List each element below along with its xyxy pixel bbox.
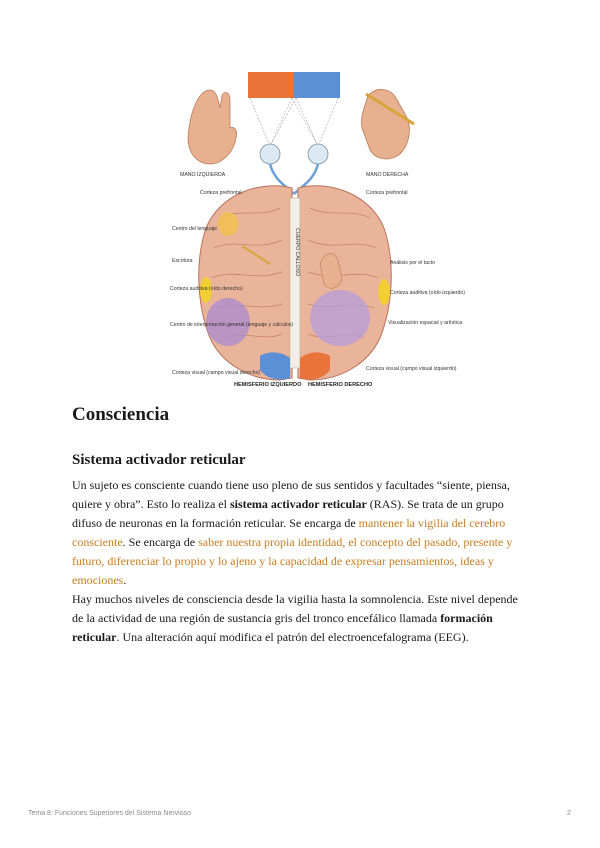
label-auditiva-izquierda: Corteza auditiva (oído izquierdo)	[390, 290, 465, 296]
bold-term-ras: sistema activador reticular	[229, 497, 367, 511]
label-mano-derecha: MANO DERECHA	[366, 172, 409, 178]
brain-hemispheres-figure	[170, 68, 465, 398]
highlight-identidad: saber nuestra propia identidad, el concepto del pasado, presente y futuro, diferenciar lo propio y lo ajeno y la capacidad de expresar pensamientos, ideas y emociones	[72, 535, 513, 587]
label-mano-izquierda: MANO IZQUIERDA	[180, 172, 226, 178]
left-hand-icon	[188, 90, 237, 164]
paragraph-ras	[72, 476, 532, 590]
text-segment: . Una alteración aquí modifica el patrón del electroencefalograma (EEG).	[116, 630, 469, 644]
right-hemisphere	[298, 186, 391, 380]
text-segment: . Se encarga de	[122, 535, 199, 549]
label-hemisferio-derecho: HEMISFERIO DERECHO	[308, 382, 373, 388]
auditory-left-region	[378, 279, 390, 305]
label-escritura: Escritura	[172, 258, 193, 264]
text-segment: .	[123, 573, 127, 587]
text-segment: Hay muchos niveles de consciencia desde la vigilia hasta la somnolencia. Este nivel depende de la actividad de una región de sustancia gris del tronco encefálico llamada	[72, 592, 518, 625]
label-corteza-prefrontal-right: Corteza prefrontal	[366, 190, 408, 196]
section-subtitle: Sistema activador reticular	[72, 452, 246, 468]
label-visualizacion: Visualización espacial y artística	[388, 320, 463, 326]
label-visual-izquierdo: Corteza visual (campo visual izquierdo)	[366, 366, 457, 372]
paragraph-niveles	[72, 590, 532, 647]
language-center-region	[218, 212, 238, 236]
right-eye-icon	[308, 144, 328, 164]
label-visual-derecho: Corteza visual (campo visual derecho)	[172, 370, 261, 376]
label-hemisferio-izquierdo: HEMISFERIO IZQUIERDO	[234, 382, 302, 388]
label-corteza-prefrontal-left: Corteza prefrontal	[200, 190, 242, 196]
label-analisis-tacto: Análisis por el tacto	[390, 260, 435, 266]
label-auditiva-derecha: Corteza auditiva (oído derecho)	[170, 286, 243, 292]
right-hand-icon	[361, 89, 409, 159]
section-title: Consciencia	[72, 404, 170, 425]
left-eye-icon	[260, 144, 280, 164]
bold-term-formacion: formación reticular	[72, 611, 493, 644]
label-interpretacion: Centro de interpretación general (lenguaje y cálculos)	[170, 322, 294, 328]
page-number: 2	[567, 810, 571, 817]
text-segment: Un sujeto es consciente cuando tiene uso pleno de sus sentidos y facultades “siente, piensa, quiere y obra”. Esto lo realiza el	[72, 478, 510, 511]
label-cuerpo-calloso: CUERPO CALLOSO	[294, 228, 300, 277]
text-segment: (RAS). Se trata de un grupo difuso de neuronas en la formación reticular. Se encarga de	[72, 497, 504, 530]
corpus-callosum	[290, 198, 300, 368]
brain-diagram	[170, 68, 465, 398]
left-hemisphere	[199, 186, 292, 380]
label-centro-lenguaje: Centro del lenguaje	[172, 226, 217, 232]
footer-text: Tema 8: Funciones Superiores del Sistema Nervioso	[28, 810, 192, 817]
visualization-region	[310, 290, 370, 346]
left-visual-field	[248, 72, 294, 98]
highlight-vigilia: mantener la vigilia del cerebro consciente	[72, 516, 506, 549]
right-visual-field	[294, 72, 340, 98]
